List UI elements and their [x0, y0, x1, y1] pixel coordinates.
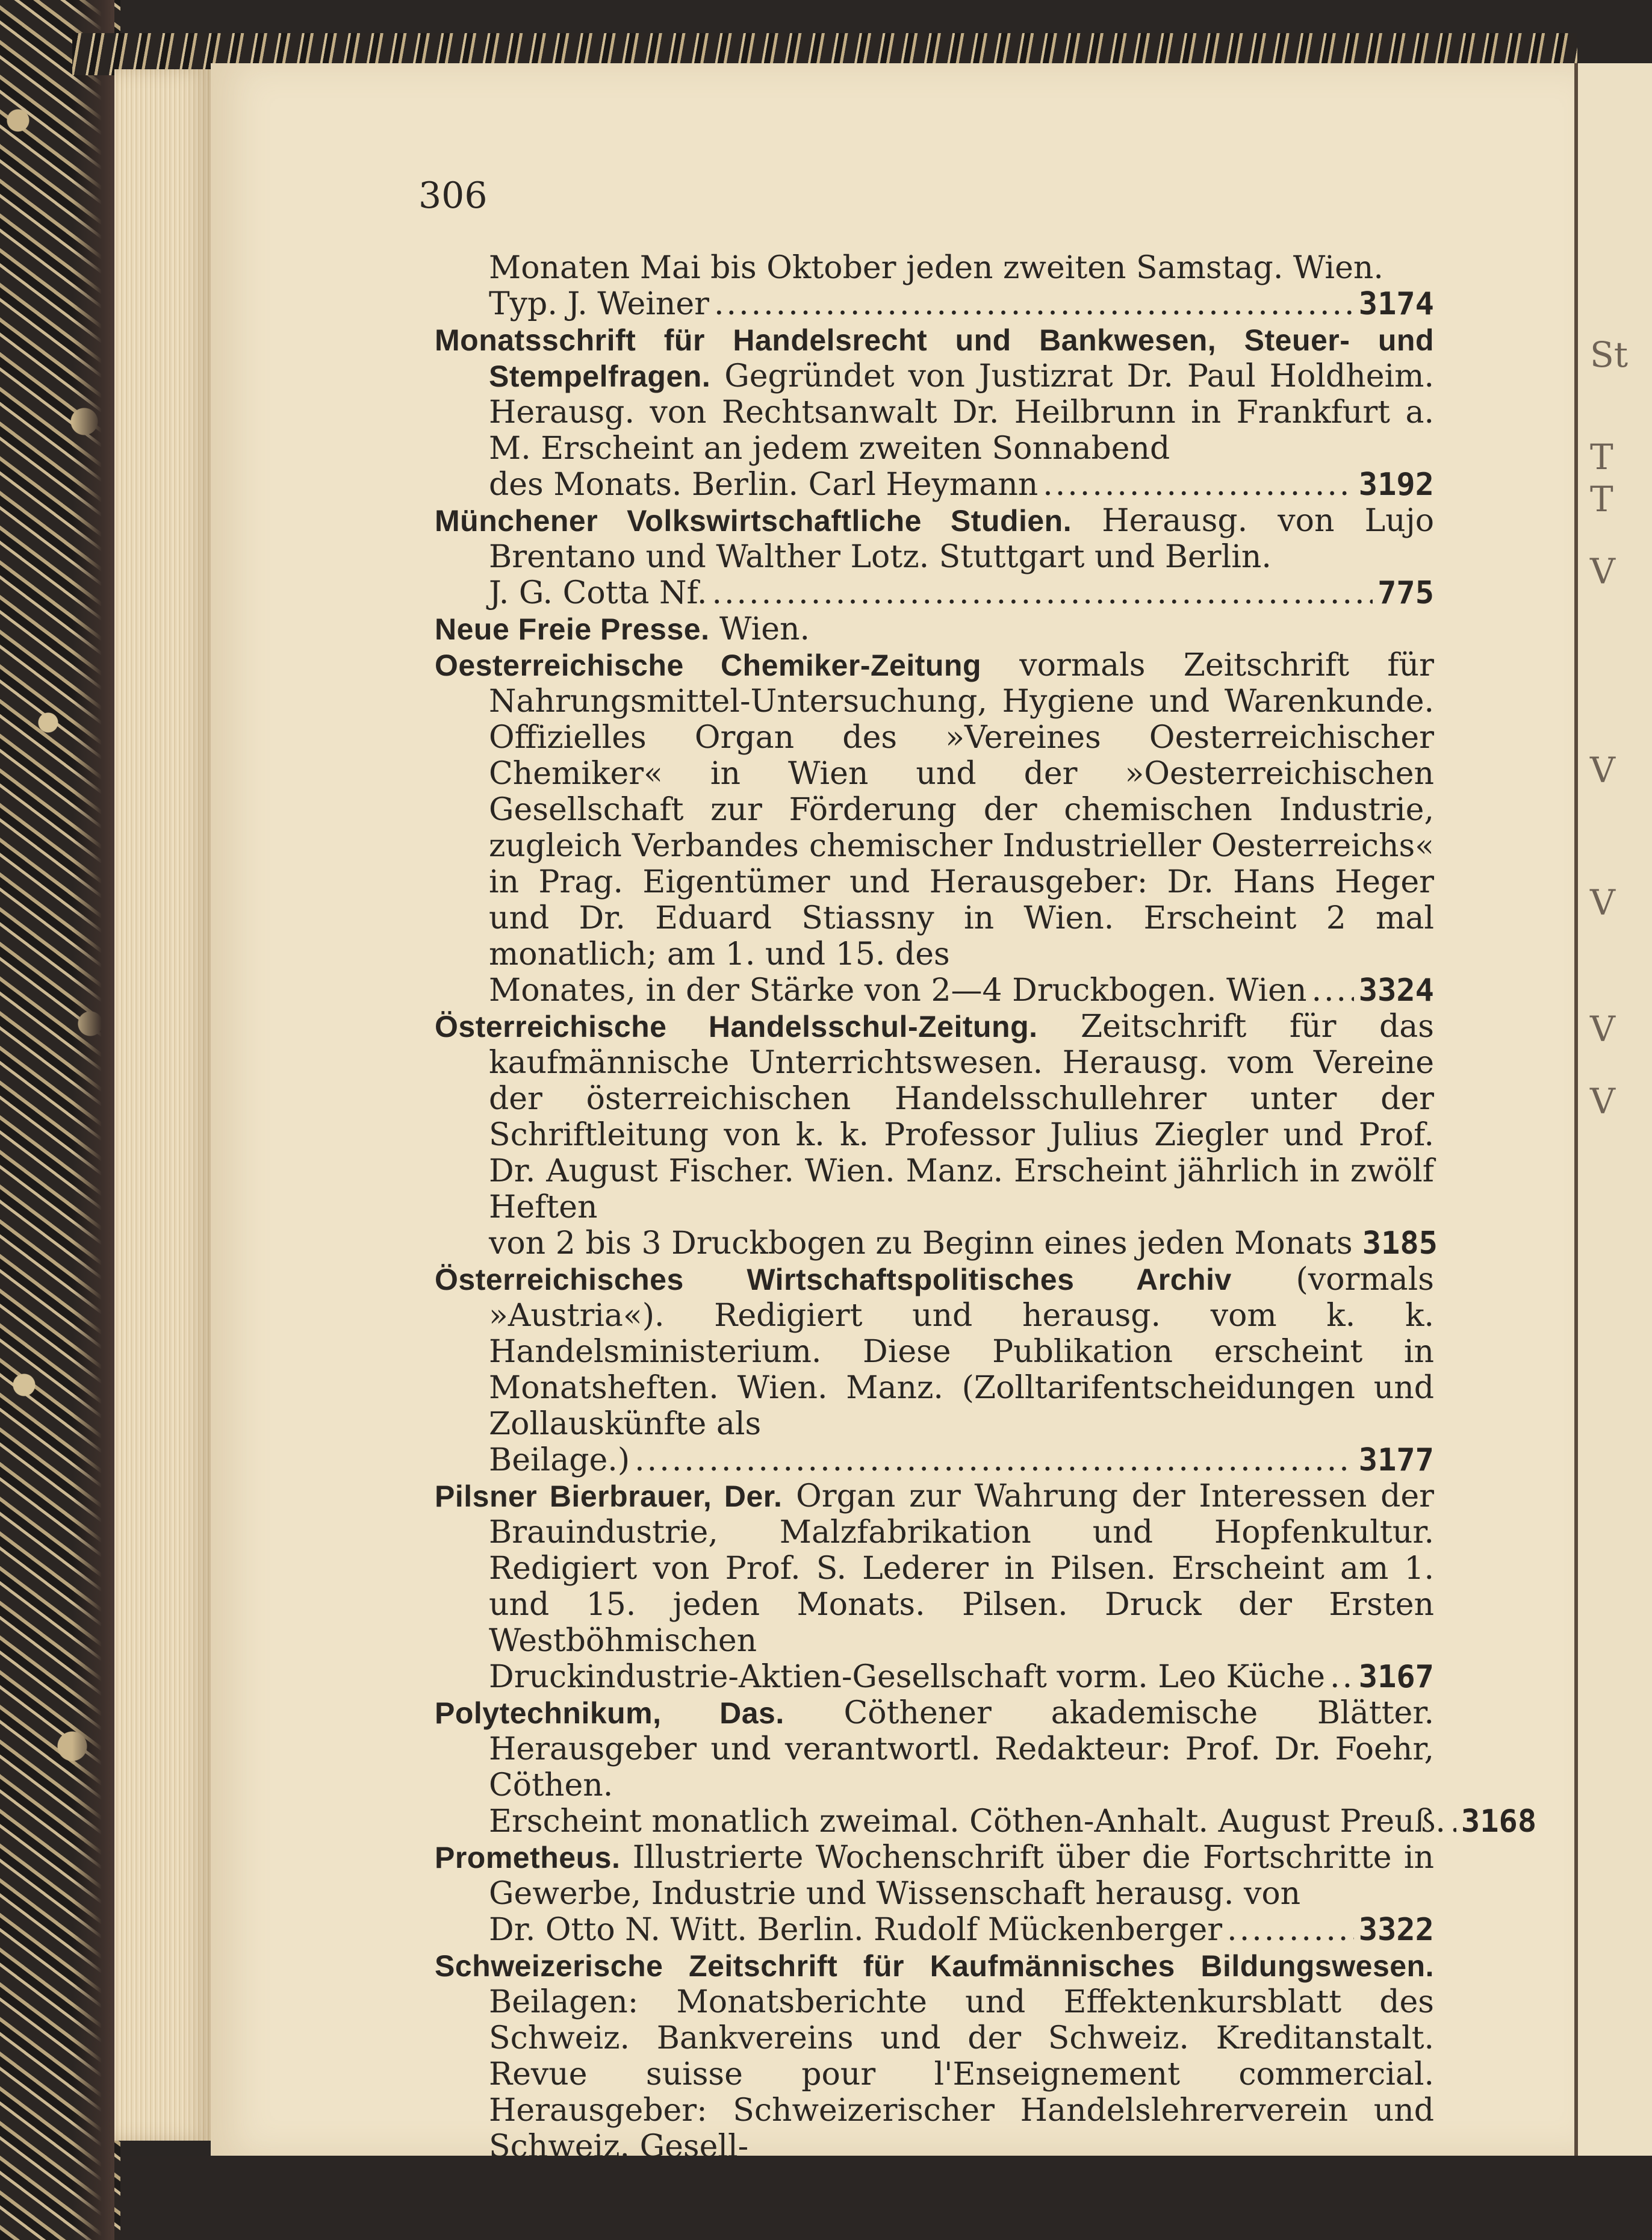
- entry-ref-number: 3185: [1362, 1225, 1438, 1262]
- entry-ref-number: 3322: [1358, 1912, 1434, 1948]
- entry: [435, 1840, 1434, 1912]
- entry-last-text: Typ. J. Weiner: [489, 286, 710, 322]
- entry-last-line: [435, 467, 1434, 503]
- entry-text: Herausg. von Lujo Brentano und Walther Lotz. Stuttgart und Berlin.: [489, 503, 1435, 575]
- entry: [435, 503, 1434, 575]
- entry-last-line: [489, 286, 1434, 322]
- facing-page-fragment: V: [1590, 1009, 1615, 1050]
- entry-last-text: Monates, in der Stärke von 2—4 Druckbogen. Wien: [489, 972, 1307, 1009]
- entry-title: Prometheus.: [435, 1841, 621, 1874]
- entry-title: Polytechnikum, Das.: [435, 1696, 784, 1730]
- background-surface: [120, 2156, 1652, 2240]
- entry-title: Pilsner Bierbrauer, Der.: [435, 1479, 783, 1513]
- leader-dots: [714, 286, 1354, 322]
- entry-last-text: J. G. Cotta Nf.: [489, 575, 707, 611]
- entry-text: Beilagen: Monatsberichte und Effektenkursblatt des Schweiz. Bankvereins und der Schweiz. Kreditanstalt. Revue suisse pour l'Enseignement commercial. Herausgeber: Schweizerischer Handelslehrerverein und Schweiz. Gesell-: [489, 1984, 1434, 2165]
- entry: [435, 1478, 1434, 1659]
- entry-ref-number: 3192: [1358, 467, 1434, 503]
- entry-text: Zeitschrift für das kaufmännische Unterrichtswesen. Herausg. vom Vereine der österreichischen Handelsschullehrer unter der Schriftleitung von k. k. Professor Julius Ziegler und Prof. Dr. August Fischer. Wien. Manz. Erscheint jährlich in zwölf Heften: [489, 1009, 1434, 1225]
- entry-text: Illustrierte Wochenschrift über die Fortschritte in Gewerbe, Industrie und Wissenschaft herausg. von: [489, 1840, 1435, 1912]
- entry-last-line: [435, 1225, 1438, 1262]
- page-content: [435, 250, 1537, 2165]
- facing-page-fragment: St: [1590, 334, 1629, 375]
- cover-spine-edge: [72, 0, 114, 2240]
- entry-ref-number: 3177: [1358, 1442, 1434, 1478]
- entry: [435, 1948, 1434, 2165]
- entry-text: Wien.: [719, 611, 810, 647]
- entry-ref-number: 3324: [1358, 972, 1434, 1009]
- facing-page-fragment: V: [1590, 1081, 1615, 1122]
- entry-text: vormals Zeitschrift für Nahrungsmittel-Untersuchung, Hygiene und Warenkunde. Offizielles Organ des »Vereines Oesterreichischer Chemiker« in Wien und der »Oesterreichischen Gesellschaft zur Förderung der chemischen Industrie, zugleich Verbandes chemischer Industrieller Oesterreichs« in Prag. Eigentümer und Herausgeber: Dr. Hans Heger und Dr. Eduard Stiassny in Wien. Erscheint 2 mal monatlich; am 1. und 15. des: [489, 647, 1435, 972]
- leader-dots: [635, 1442, 1354, 1478]
- entry-last-text: von 2 bis 3 Druckbogen zu Beginn eines jeden Monats: [489, 1225, 1353, 1262]
- entry-title: Neue Freie Presse.: [435, 612, 710, 646]
- entry-text: (vormals »Austria«). Redigiert und herausg. vom k. k. Handelsministerium. Diese Publikation erscheint in Monatsheften. Wien. Manz. (Zolltarifentscheidungen und Zollauskünfte als: [489, 1262, 1434, 1442]
- entry: [435, 322, 1434, 467]
- entry-title: Österreichische Handelsschul-Zeitung.: [435, 1010, 1038, 1044]
- entry-title: Oesterreichische Chemiker-Zeitung: [435, 649, 981, 682]
- entry-last-line: [435, 1912, 1434, 1948]
- entry-title: Schweizerische Zeitschrift für Kaufmännisches Bildungswesen.: [435, 1949, 1434, 1983]
- entry: [435, 1695, 1434, 1803]
- entry-ref-number: 3168: [1461, 1803, 1537, 1840]
- entry-text: Monaten Mai bis Oktober jeden zweiten Samstag. Wien.: [489, 250, 1383, 286]
- entry-last-text: Dr. Otto N. Witt. Berlin. Rudolf Mückenberger: [489, 1912, 1223, 1948]
- entry: [435, 1262, 1434, 1442]
- entry-ref-number: 775: [1377, 575, 1434, 611]
- facing-page-fragment: T: [1590, 437, 1613, 478]
- entry-last-text: des Monats. Berlin. Carl Heymann: [489, 467, 1039, 503]
- leader-dots: [1227, 1912, 1354, 1948]
- entry-ref-number: 3174: [1358, 286, 1434, 322]
- facing-page-fragment: V: [1590, 882, 1615, 923]
- facing-page-edge: [1574, 63, 1652, 2156]
- entry-text: Organ zur Wahrung der Interessen der Brauindustrie, Malzfabrikation und Hopfenkultur. Redigiert von Prof. S. Lederer in Pilsen. Erscheint am 1. und 15. jeden Monats. Pilsen. Druck der Ersten Westböhmischen: [489, 1478, 1434, 1659]
- leader-dots: [1043, 467, 1354, 503]
- facing-page-fragment: V: [1590, 551, 1615, 592]
- leader-dots: [1311, 972, 1353, 1009]
- entry-last-text: Druckindustrie-Aktien-Gesellschaft vorm. Leo Küche: [489, 1659, 1326, 1695]
- entry-title: Münchener Volkswirtschaftliche Studien.: [435, 504, 1072, 538]
- leader-dots: [1450, 1803, 1456, 1840]
- entry: [435, 1009, 1434, 1225]
- leader-dots: [712, 575, 1373, 611]
- entry-last-text: Beilage.): [489, 1442, 630, 1478]
- entry-text: Cöthener akademische Blätter. Herausgeber und verantwortl. Redakteur: Prof. Dr. Foehr, Cöthen.: [489, 1695, 1434, 1803]
- entry-last-line: [435, 575, 1434, 611]
- facing-page-fragment: V: [1590, 750, 1615, 791]
- entry-continuation: [435, 250, 1434, 322]
- facing-page-fragment: T: [1590, 479, 1613, 520]
- page-edges: [114, 69, 211, 2141]
- entry-last-line: [435, 1442, 1434, 1478]
- entry-last-line: [435, 972, 1434, 1009]
- entry-title: Monatsschrift für Handelsrecht und Bankwesen, Steuer- und Stempelfragen.: [435, 323, 1434, 393]
- entry: [435, 611, 1434, 647]
- entry-last-line: [435, 1659, 1434, 1695]
- page-number: 306: [418, 175, 488, 217]
- entry: [435, 647, 1434, 972]
- entry-last-text: Erscheint monatlich zweimal. Cöthen-Anhalt. August Preuß.: [489, 1803, 1446, 1840]
- entry-text: Gegründet von Justizrat Dr. Paul Holdheim. Herausg. von Rechtsanwalt Dr. Heilbrunn in Frankfurt a. M. Erscheint an jedem zweiten Sonnabend: [489, 358, 1434, 467]
- entry-last-line: [435, 1803, 1537, 1840]
- entry-title: Österreichisches Wirtschaftspolitisches Archiv: [435, 1263, 1232, 1296]
- entry-ref-number: 3167: [1358, 1659, 1434, 1695]
- leader-dots: [1330, 1659, 1354, 1695]
